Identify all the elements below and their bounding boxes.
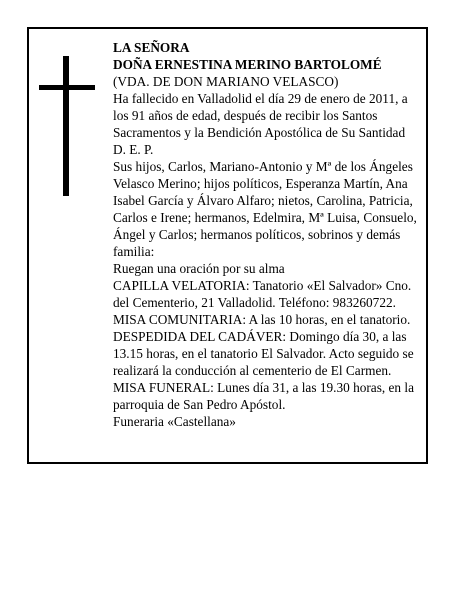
family-list: Sus hijos, Carlos, Mariano-Antonio y Mª de los Ángeles Velasco Merino; hijos políticos, Esperanza Martín, Ana Isabel García y Álvaro Alfaro; nietos, Carolina, Patricia, Carlos e Irene; hermanos, Edelmira, Mª Luisa, Consuelo, Ángel y Carlos; hermanos políticos, sobrinos y demás familia: [113, 159, 417, 259]
death-info: Ha fallecido en Valladolid el día 29 de enero de 2011, a los 91 años de edad, después de recibir los Santos Sacramentos y la Bendición Apostólica de Su Santidad [113, 91, 408, 140]
deceased-name: DOÑA ERNESTINA MERINO BARTOLOMÉ [113, 57, 382, 72]
rip-text: D. E. P. [113, 142, 154, 157]
notice-heading: LA SEÑORA [113, 40, 190, 55]
widow-of: (VDA. DE DON MARIANO VELASCO) [113, 74, 339, 89]
notice-text [113, 39, 421, 430]
cross-horizontal-bar [39, 85, 95, 90]
prayer-request: Ruegan una oración por su alma [113, 261, 285, 276]
capilla-velatoria: CAPILLA VELATORIA: Tanatorio «El Salvador» Cno. del Cementerio, 21 Valladolid. Teléfono: 983260722. [113, 278, 412, 310]
funeraria: Funeraria «Castellana» [113, 414, 236, 429]
misa-comunitaria: MISA COMUNITARIA: A las 10 horas, en el tanatorio. [113, 312, 411, 327]
despedida-cadaver: DESPEDIDA DEL CADÁVER: Domingo día 30, a las 13.15 horas, en el tanatorio El Salvador. Acto seguido se realizará la conducción al cementerio de El Carmen. [113, 329, 414, 378]
cross-vertical-bar [63, 56, 69, 196]
misa-funeral: MISA FUNERAL: Lunes día 31, a las 19.30 horas, en la parroquia de San Pedro Apóstol. [113, 380, 414, 412]
